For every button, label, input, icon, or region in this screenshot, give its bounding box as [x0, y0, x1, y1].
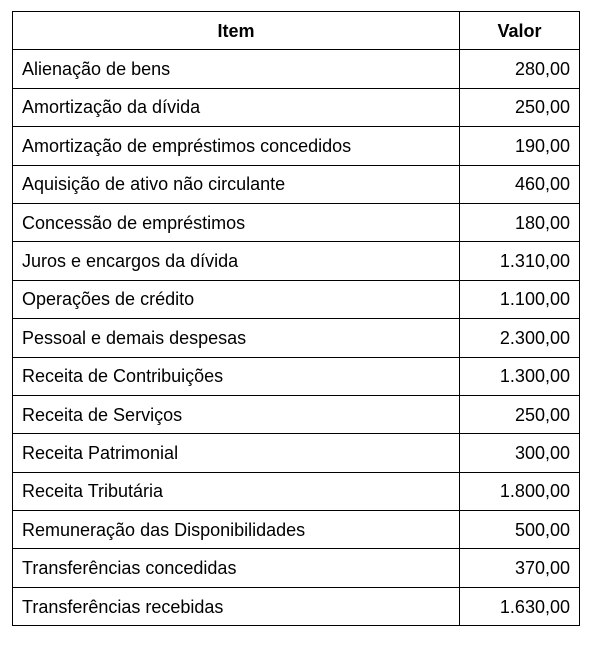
table-row [13, 434, 580, 472]
item-cell: Receita de Contribuições [13, 357, 460, 395]
column-header-valor: Valor [460, 12, 580, 50]
value-cell: 2.300,00 [460, 319, 580, 357]
value-cell: 1.630,00 [460, 587, 580, 625]
table-row [13, 88, 580, 126]
item-cell: Receita Patrimonial [13, 434, 460, 472]
table-row [13, 280, 580, 318]
value-cell: 250,00 [460, 395, 580, 433]
value-cell: 500,00 [460, 511, 580, 549]
table-row [13, 319, 580, 357]
item-cell: Aquisição de ativo não circulante [13, 165, 460, 203]
data-table-container [12, 11, 580, 626]
value-cell: 300,00 [460, 434, 580, 472]
item-cell: Transferências concedidas [13, 549, 460, 587]
item-cell: Remuneração das Disponibilidades [13, 511, 460, 549]
item-cell: Concessão de empréstimos [13, 203, 460, 241]
item-cell: Juros e encargos da dívida [13, 242, 460, 280]
table-body [13, 50, 580, 626]
table-row [13, 242, 580, 280]
value-cell: 1.310,00 [460, 242, 580, 280]
data-table [12, 11, 580, 626]
header-row [13, 12, 580, 50]
item-cell: Pessoal e demais despesas [13, 319, 460, 357]
value-cell: 460,00 [460, 165, 580, 203]
item-cell: Transferências recebidas [13, 587, 460, 625]
item-cell: Amortização de empréstimos concedidos [13, 127, 460, 165]
column-header-item: Item [13, 12, 460, 50]
table-row [13, 357, 580, 395]
value-cell: 180,00 [460, 203, 580, 241]
item-cell: Alienação de bens [13, 50, 460, 88]
table-row [13, 203, 580, 241]
item-cell: Receita Tributária [13, 472, 460, 510]
table-row [13, 165, 580, 203]
value-cell: 190,00 [460, 127, 580, 165]
table-row [13, 395, 580, 433]
value-cell: 370,00 [460, 549, 580, 587]
table-row [13, 511, 580, 549]
item-cell: Amortização da dívida [13, 88, 460, 126]
table-row [13, 472, 580, 510]
table-header [13, 12, 580, 50]
table-row [13, 587, 580, 625]
value-cell: 1.100,00 [460, 280, 580, 318]
value-cell: 280,00 [460, 50, 580, 88]
value-cell: 1.800,00 [460, 472, 580, 510]
table-row [13, 127, 580, 165]
value-cell: 1.300,00 [460, 357, 580, 395]
item-cell: Operações de crédito [13, 280, 460, 318]
table-row [13, 549, 580, 587]
table-row [13, 50, 580, 88]
value-cell: 250,00 [460, 88, 580, 126]
item-cell: Receita de Serviços [13, 395, 460, 433]
